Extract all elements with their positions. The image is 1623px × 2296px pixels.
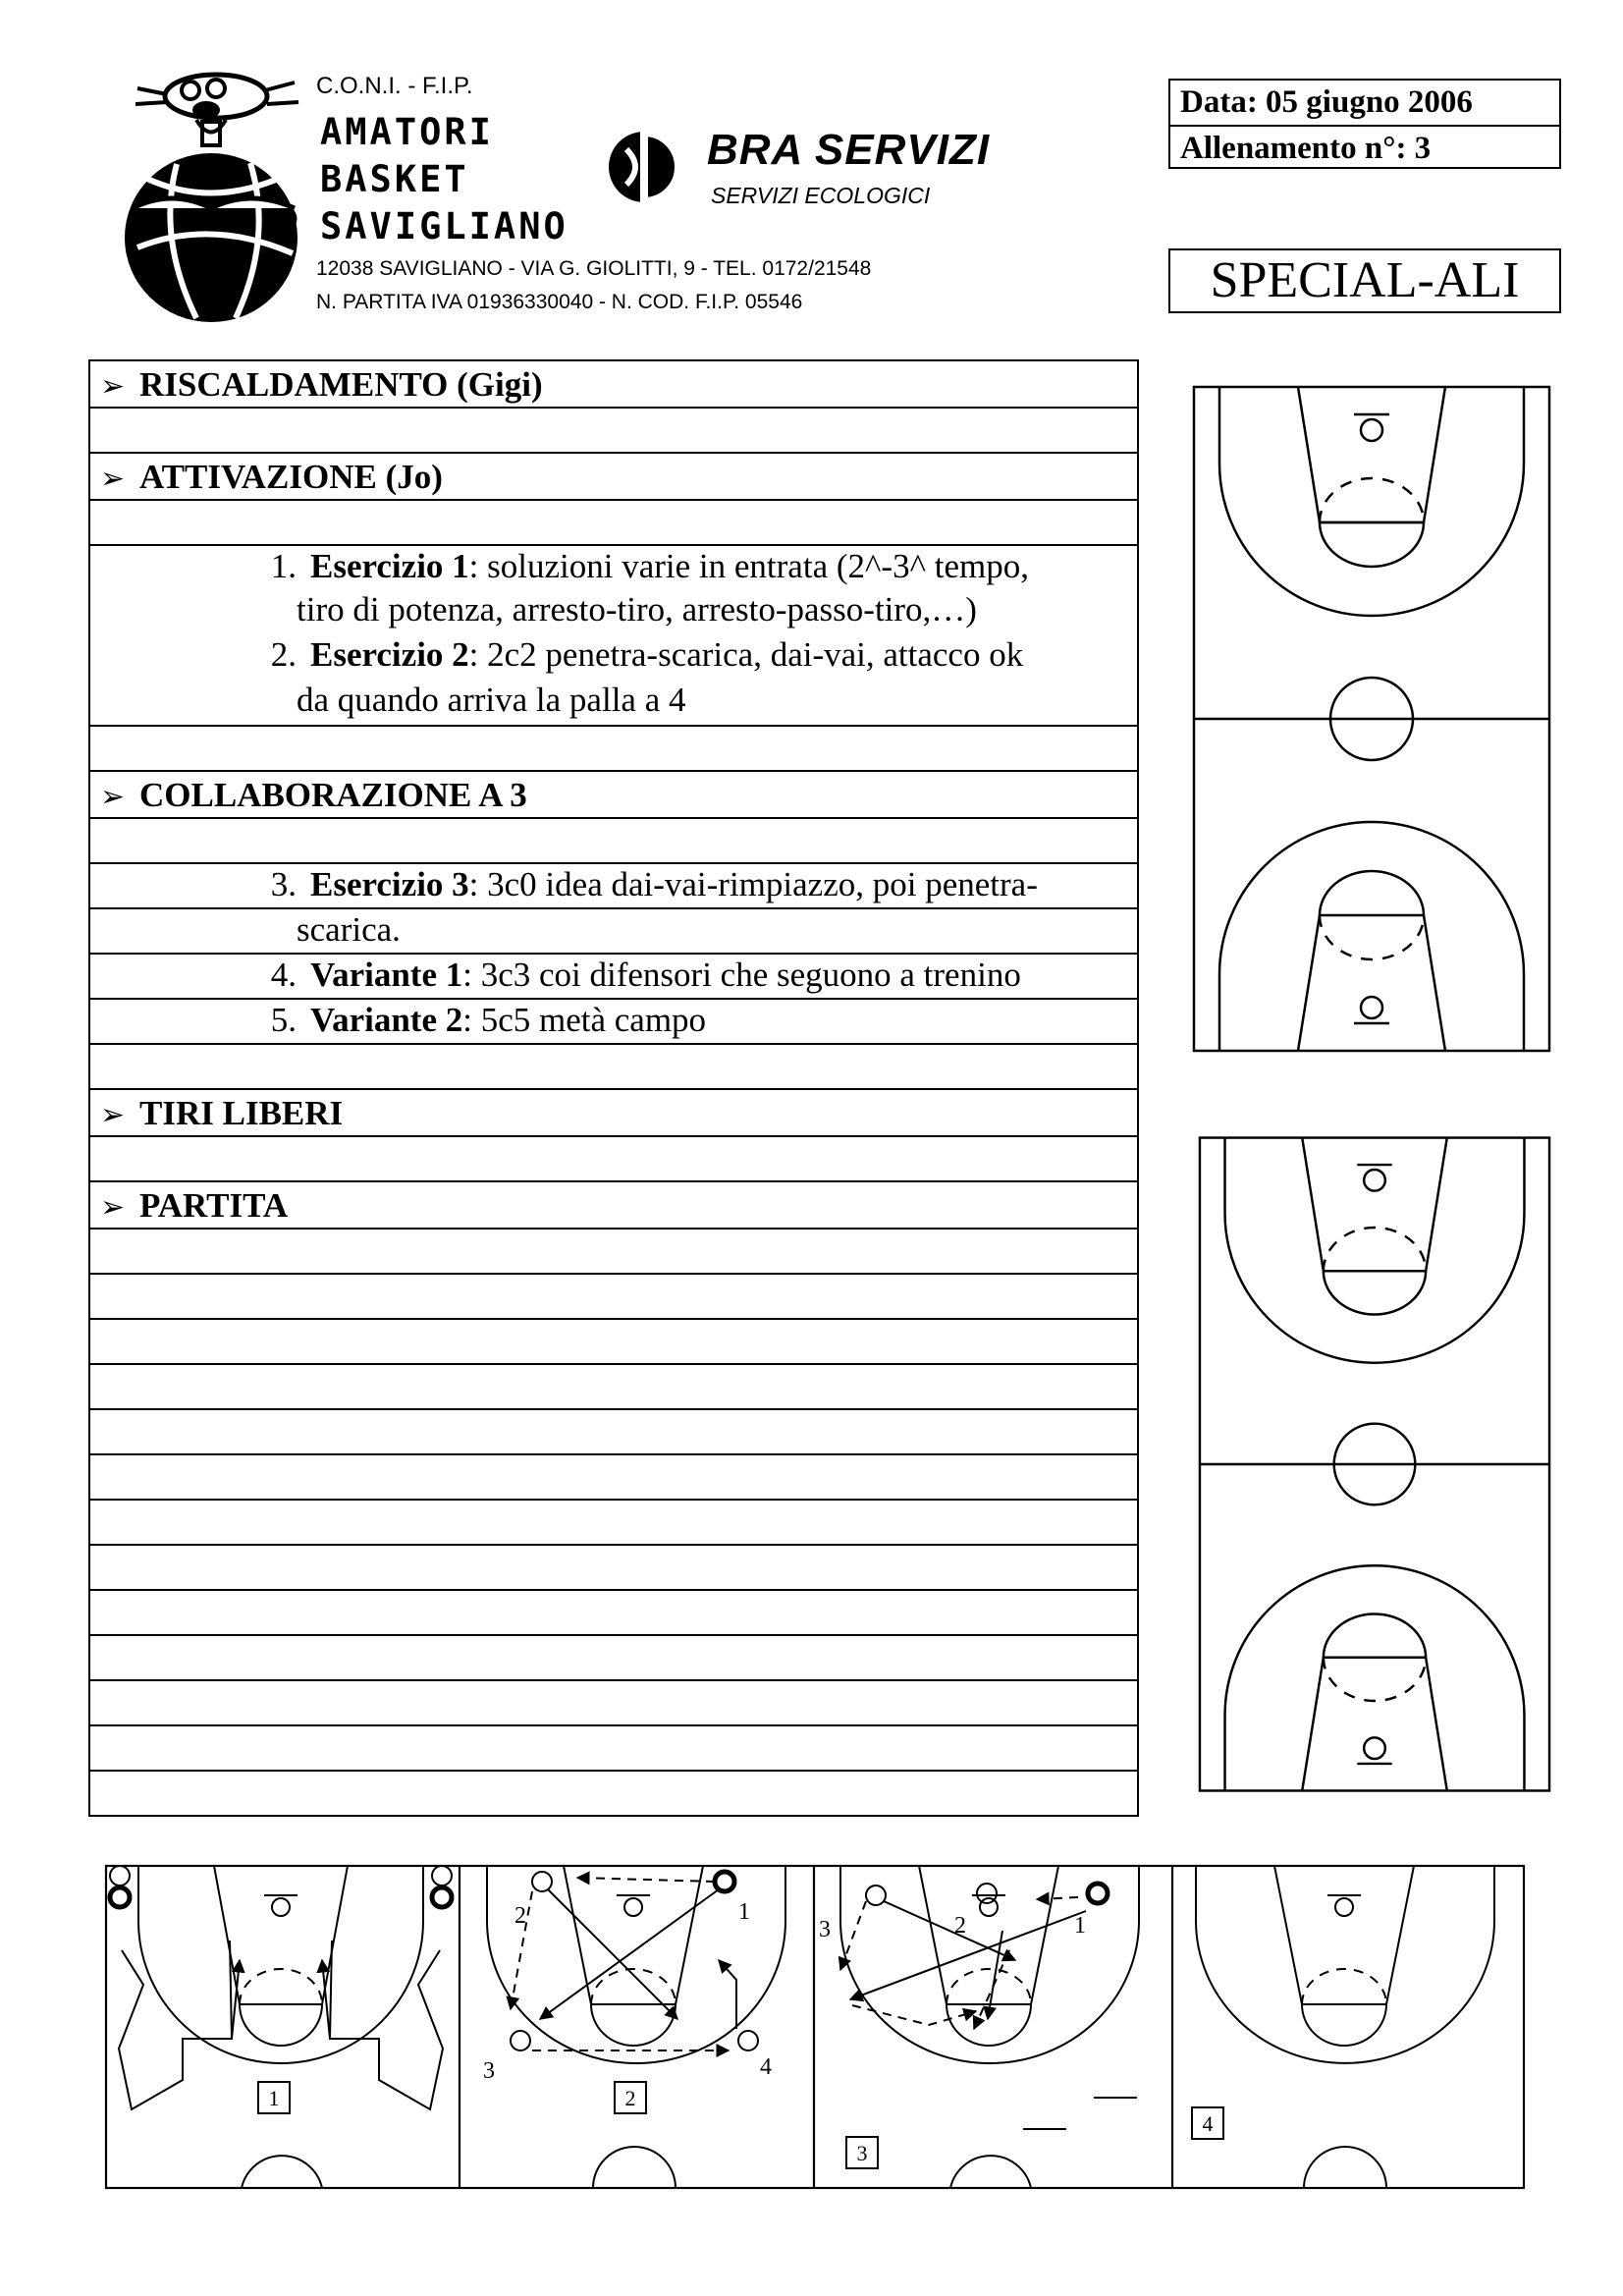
player-label: 3 [483, 2058, 495, 2084]
player-label: 1 [1074, 1913, 1086, 1939]
plan-row-empty [90, 1634, 1137, 1679]
plan-row-empty [90, 725, 1137, 770]
arrow-bullet-icon: ➢ [100, 369, 126, 404]
plan-row-variante-2 [90, 998, 1137, 1043]
plan-row-empty [90, 1273, 1137, 1318]
exercise-text-continued: da quando arriva la palla a 4 [297, 681, 686, 719]
plan-row-tiri-liberi [90, 1088, 1137, 1135]
plan-row-empty [90, 817, 1137, 862]
session-number: Allenamento n°: 3 [1170, 125, 1559, 171]
page-title: SPECIAL-ALI [1168, 248, 1561, 313]
drill-diagrams-strip [104, 1862, 1526, 2192]
full-court-diagram-2 [1198, 1132, 1551, 1796]
club-name-line-3: SAVIGLIANO [320, 205, 568, 247]
plan-row-empty [90, 1679, 1137, 1724]
club-vat-code: N. PARTITA IVA 01936330040 - N. COD. F.I.P. 05546 [316, 291, 803, 313]
plan-row-empty [90, 1544, 1137, 1589]
plan-row-empty [90, 407, 1137, 452]
session-date: Data: 05 giugno 2006 [1180, 84, 1473, 120]
sponsor-name: BRA SERVIZI [707, 126, 991, 174]
section-tiri-liberi: TIRI LIBERI [139, 1094, 344, 1132]
plan-row-riscaldamento [90, 361, 1137, 407]
sponsor-logo-icon [605, 128, 683, 206]
exercise-text-continued: tiro di potenza, arresto-tiro, arresto-passo-tiro,…) [297, 590, 977, 629]
plan-row-empty [90, 1589, 1137, 1634]
session-info-box [1168, 79, 1561, 169]
plan-row-empty [90, 1499, 1137, 1544]
item-number: 2. [270, 635, 297, 674]
drill-panel-3 [840, 1866, 1139, 2188]
plan-row-empty [90, 1135, 1137, 1180]
panel-number-2: 2 [624, 2086, 636, 2110]
item-number: 5. [270, 1001, 297, 1039]
item-number: 1. [270, 547, 297, 585]
plan-row-exercise-1 [90, 544, 1137, 589]
plan-row-empty [90, 1228, 1137, 1273]
club-address: 12038 SAVIGLIANO - VIA G. GIOLITTI, 9 - TEL. 0172/21548 [316, 257, 872, 280]
plan-row-exercise-2 [90, 634, 1137, 680]
plan-row-empty [90, 1408, 1137, 1453]
club-name-line-1: AMATORI [320, 111, 494, 153]
exercise-name: Variante 1 [310, 956, 463, 994]
exercise-name: Esercizio 1 [310, 547, 469, 585]
section-partita: PARTITA [139, 1186, 289, 1225]
arrow-bullet-icon: ➢ [100, 462, 126, 496]
club-name-line-2: BASKET [320, 158, 469, 200]
arrow-bullet-icon: ➢ [100, 1190, 126, 1225]
plan-row-empty [90, 1770, 1137, 1815]
player-label: 2 [514, 1903, 526, 1929]
plan-row-exercise-3-cont [90, 907, 1137, 953]
exercise-text: : 5c5 metà campo [462, 1001, 707, 1039]
section-riscaldamento: RISCALDAMENTO (Gigi) [139, 365, 543, 404]
drill-panel-1 [110, 1866, 452, 2188]
section-collaborazione: COLLABORAZIONE A 3 [139, 776, 527, 814]
arrow-bullet-icon: ➢ [100, 780, 126, 814]
plan-row-collaborazione [90, 770, 1137, 817]
sponsor-subtitle: SERVIZI ECOLOGICI [711, 183, 931, 208]
section-attivazione: ATTIVAZIONE (Jo) [139, 458, 443, 496]
plan-row-exercise-3 [90, 862, 1137, 907]
panel-number-3: 3 [856, 2141, 868, 2165]
exercise-text: : 3c0 idea dai-vai-rimpiazzo, poi penetra- [468, 865, 1038, 903]
exercise-name: Esercizio 3 [310, 865, 469, 903]
player-label: 3 [819, 1917, 831, 1942]
plan-row-empty [90, 1363, 1137, 1408]
federation-label: C.O.N.I. - F.I.P. [316, 73, 473, 99]
plan-row-empty [90, 1724, 1137, 1770]
exercise-text: : 3c3 coi difensori che seguono a trenino [462, 956, 1021, 994]
exercise-text: : soluzioni varie in entrata (2^-3^ tempo, [468, 547, 1029, 585]
training-plan-table [88, 359, 1139, 1817]
exercise-name: Variante 2 [310, 1001, 463, 1039]
exercise-text: : 2c2 penetra-scarica, dai-vai, attacco ok [468, 635, 1024, 674]
panel-number-4: 4 [1202, 2111, 1214, 2136]
plan-row-partita [90, 1180, 1137, 1228]
player-label: 4 [760, 2054, 772, 2080]
item-number: 4. [270, 956, 297, 994]
plan-row-empty [90, 499, 1137, 544]
plan-row-attivazione [90, 452, 1137, 499]
player-label: 1 [738, 1899, 750, 1925]
plan-row-empty [90, 1453, 1137, 1499]
plan-row-variante-1 [90, 953, 1137, 998]
plan-row-exercise-1-cont [90, 589, 1137, 634]
arrow-bullet-icon: ➢ [100, 1098, 126, 1132]
exercise-name: Esercizio 2 [310, 635, 469, 674]
plan-row-empty [90, 1318, 1137, 1363]
item-number: 3. [270, 865, 297, 903]
player-label: 2 [954, 1913, 966, 1939]
drill-panel-4 [1192, 1866, 1494, 2188]
full-court-diagram-1 [1192, 385, 1551, 1053]
plan-row-exercise-2-cont [90, 680, 1137, 725]
exercise-text-continued: scarica. [297, 910, 401, 949]
plan-row-empty [90, 1043, 1137, 1088]
panel-number-1: 1 [268, 2086, 280, 2110]
club-mascot-logo [118, 61, 314, 326]
